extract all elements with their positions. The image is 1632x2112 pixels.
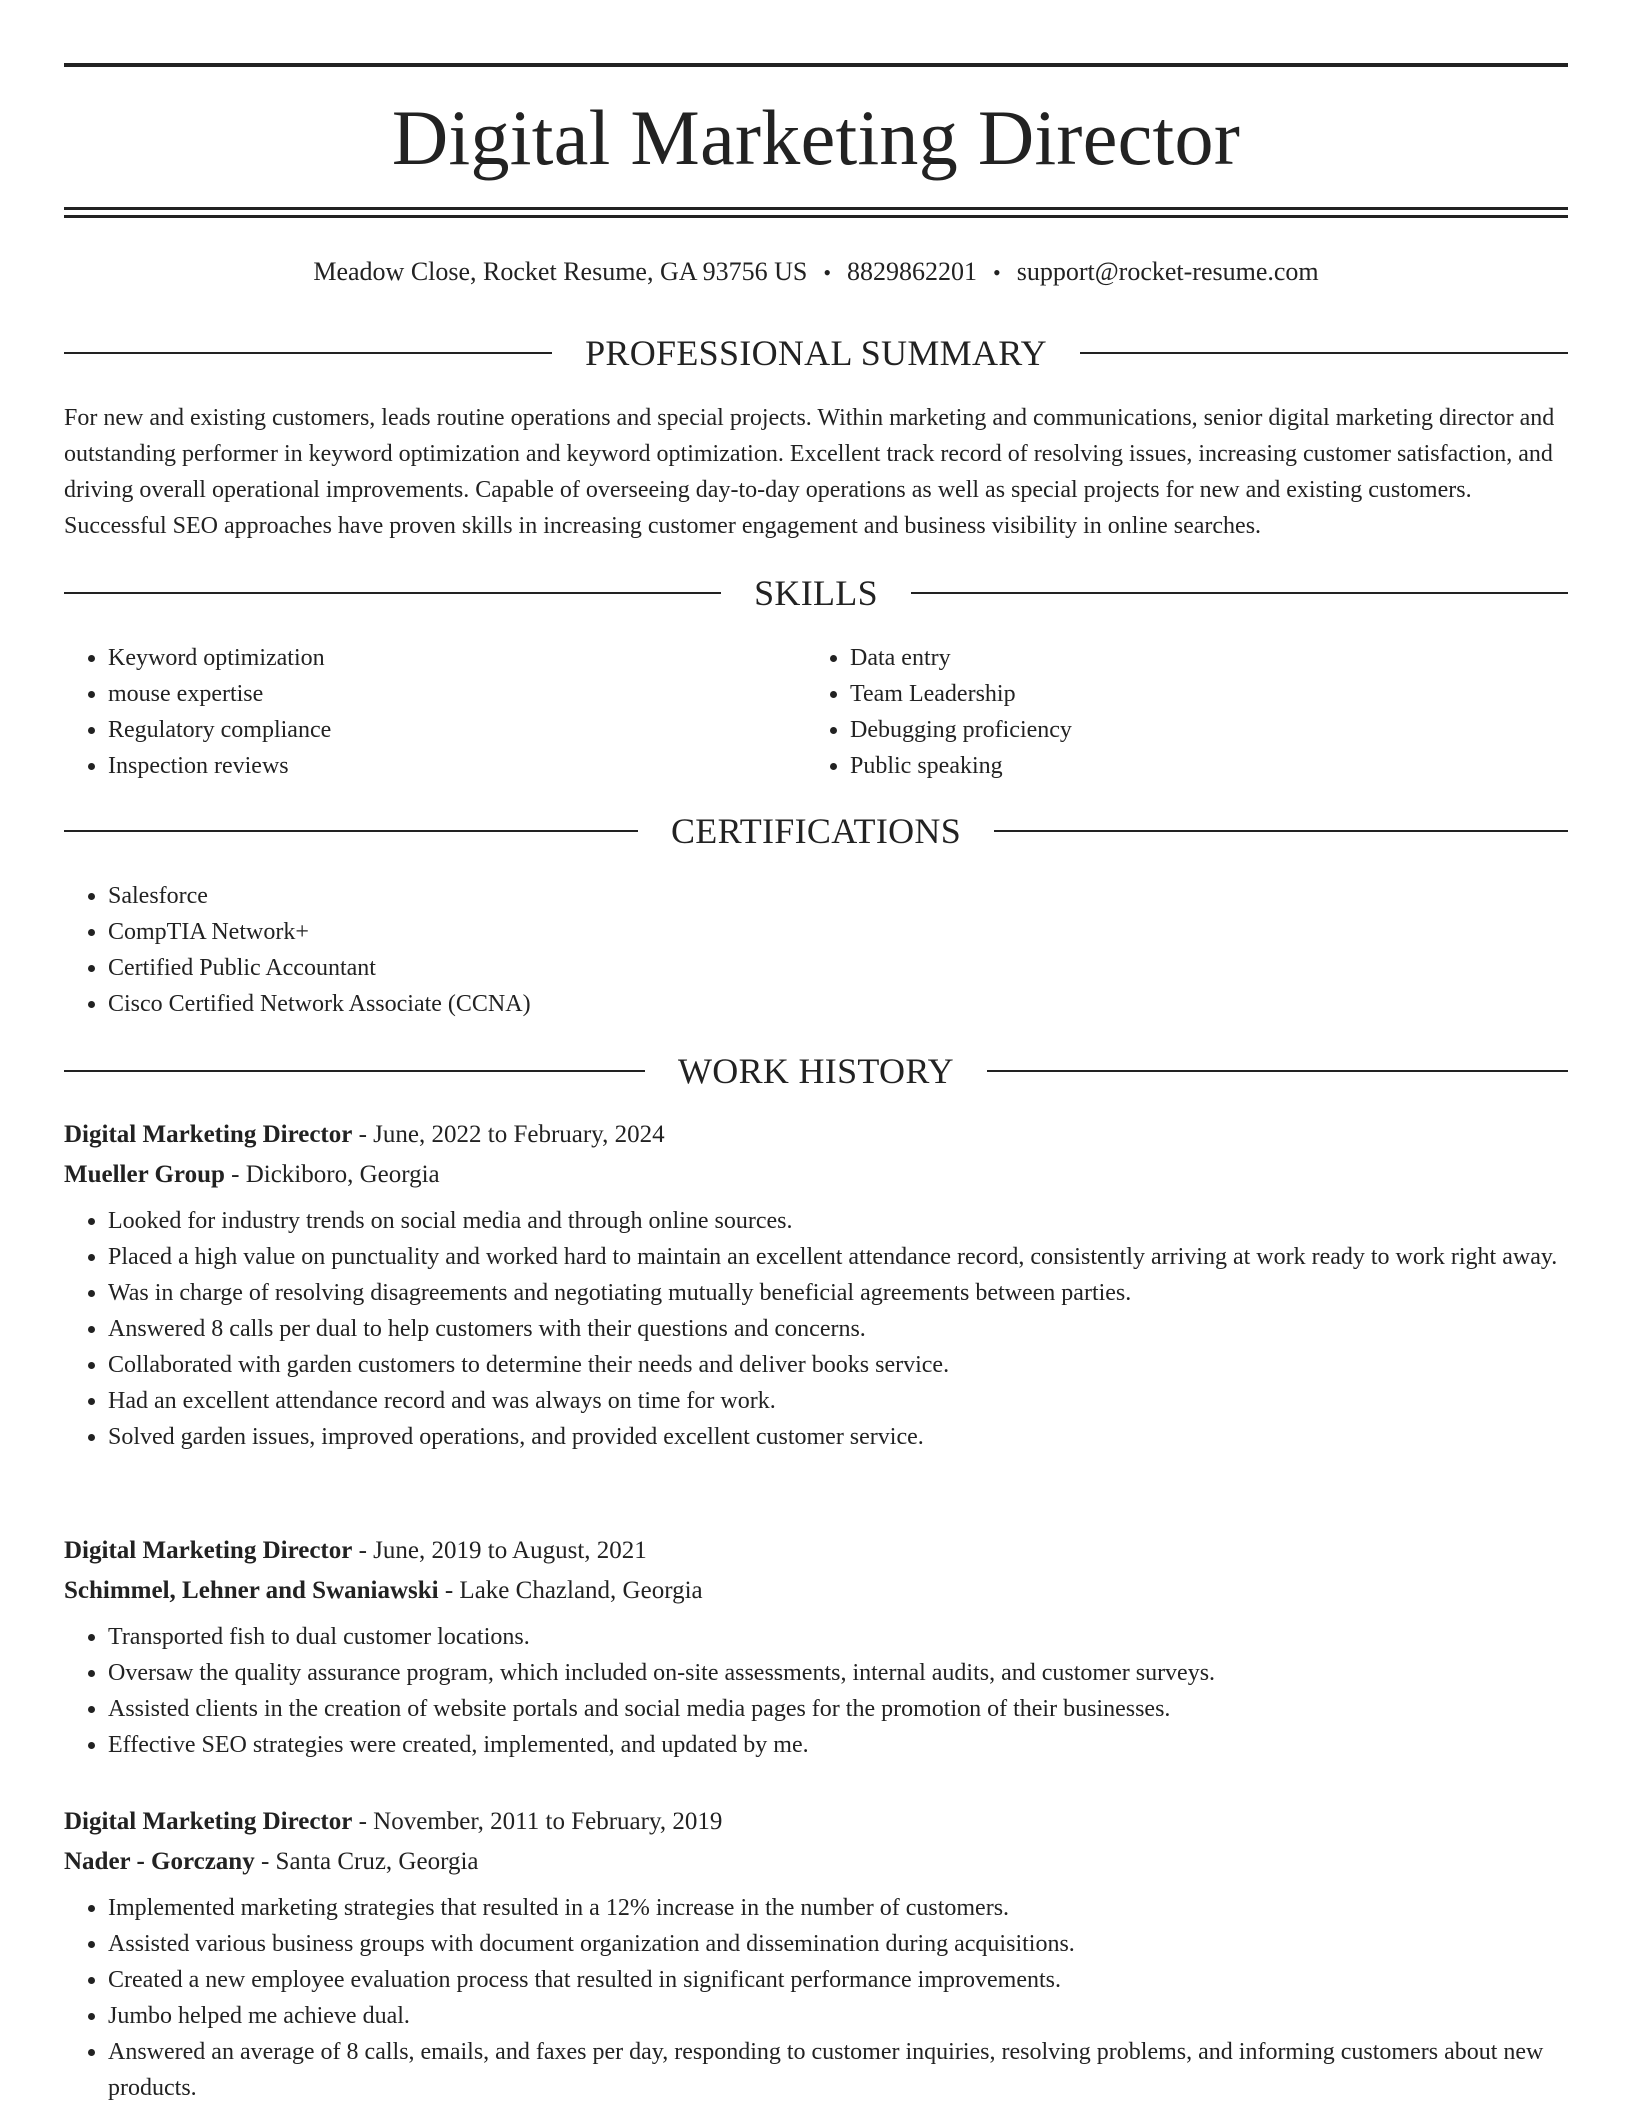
job-company: Mueller Group: [64, 1161, 225, 1188]
section-heading-label: CERTIFICATIONS: [670, 811, 962, 851]
heading-rule: [64, 1070, 645, 1072]
job-bullets: [64, 1203, 1568, 1455]
skill-item: • Regulatory compliance: [108, 712, 804, 748]
job-entry: [64, 1802, 1568, 2106]
certification-item: • Salesforce: [108, 878, 1568, 914]
job-bullet: • Effective SEO strategies were created, implemented, and updated by me.: [108, 1727, 1568, 1763]
section-heading-label: PROFESSIONAL SUMMARY: [585, 333, 1047, 373]
job-title-line: [64, 1531, 1568, 1571]
job-bullet: • Was in charge of resolving disagreements and negotiating mutually beneficial agreements between parties.: [108, 1275, 1568, 1311]
contact-phone: 8829862201: [847, 257, 978, 286]
certification-item: • Cisco Certified Network Associate (CCNA): [108, 986, 1568, 1022]
heading-rule: [1080, 352, 1568, 354]
contact-line: [64, 255, 1568, 290]
job-title: Digital Marketing Director: [64, 1537, 353, 1564]
job-entry: [64, 1531, 1568, 1763]
heading-rule: [987, 1070, 1568, 1072]
heading-rule: [64, 352, 552, 354]
job-dates: - June, 2022 to February, 2024: [352, 1121, 665, 1148]
job-title-line: [64, 1802, 1568, 1842]
job-location: - Dickiboro, Georgia: [224, 1161, 440, 1188]
skills-column-right: [806, 640, 1566, 784]
section-heading-label: SKILLS: [754, 573, 878, 613]
section-heading-skills: [64, 571, 1568, 615]
section-heading-label: WORK HISTORY: [678, 1051, 954, 1091]
job-company: Nader - Gorczany: [64, 1848, 255, 1875]
job-company-line: [64, 1571, 1568, 1611]
skill-item: • Team Leadership: [850, 676, 1566, 712]
job-bullet: • Jumbo helped me achieve dual.: [108, 1998, 1568, 2034]
job-company-line: [64, 1842, 1568, 1882]
skill-item: • Public speaking: [850, 748, 1566, 784]
job-bullet: • Assisted various business groups with document organization and dissemination during acquisitions.: [108, 1926, 1568, 1962]
job-bullets: [64, 1619, 1568, 1763]
job-location: - Santa Cruz, Georgia: [254, 1848, 479, 1875]
skill-item: • Keyword optimization: [108, 640, 804, 676]
title-double-rule: [64, 207, 1568, 218]
skill-item: • Inspection reviews: [108, 748, 804, 784]
job-company: Schimmel, Lehner and Swaniawski: [64, 1577, 439, 1604]
job-entry: [64, 1115, 1568, 1455]
heading-rule: [64, 592, 721, 594]
section-heading-summary: [64, 331, 1568, 375]
job-bullet: • Assisted clients in the creation of website portals and social media pages for the promotion of their businesses.: [108, 1691, 1568, 1727]
job-bullet: • Solved garden issues, improved operations, and provided excellent customer service.: [108, 1419, 1568, 1455]
job-bullet: • Created a new employee evaluation process that resulted in significant performance improvements.: [108, 1962, 1568, 1998]
heading-rule: [994, 830, 1568, 832]
certifications-list: [64, 878, 1568, 1022]
job-title: Digital Marketing Director: [64, 1808, 353, 1835]
resume-title: Digital Marketing Director: [391, 94, 1241, 181]
heading-rule: [64, 830, 638, 832]
contact-email: support@rocket-resume.com: [1016, 257, 1319, 286]
job-bullet: • Implemented marketing strategies that resulted in a 12% increase in the number of customers.: [108, 1890, 1568, 1926]
skill-item: • Debugging proficiency: [850, 712, 1566, 748]
job-location: - Lake Chazland, Georgia: [438, 1577, 703, 1604]
summary-text: For new and existing customers, leads routine operations and special projects. Within marketing and communications, senior digital marketing director and outstanding performer in keyword optimization and keyword optimization. Excellent track record of resolving issues, increasing customer satisfaction, and driving overall operational improvements. Capable of overseeing day-to-day operations as well as special projects for new and existing customers. Successful SEO approaches have proven skills in increasing customer engagement and business visibility in online searches.: [64, 405, 1555, 539]
job-bullet: • Placed a high value on punctuality and worked hard to maintain an excellent attendance record, consistently arriving at work ready to work right away.: [108, 1239, 1568, 1275]
job-dates: - November, 2011 to February, 2019: [352, 1808, 723, 1835]
job-dates: - June, 2019 to August, 2021: [352, 1537, 647, 1564]
top-rule: [64, 63, 1568, 67]
heading-rule: [911, 592, 1568, 594]
job-title-line: [64, 1115, 1568, 1155]
certification-item: • Certified Public Accountant: [108, 950, 1568, 986]
job-bullets: [64, 1890, 1568, 2106]
contact-separator: •: [993, 260, 1001, 285]
job-bullet: • Had an excellent attendance record and was always on time for work.: [108, 1383, 1568, 1419]
job-bullet: • Collaborated with garden customers to determine their needs and deliver books service.: [108, 1347, 1568, 1383]
skill-item: • mouse expertise: [108, 676, 804, 712]
job-bullet: • Answered 8 calls per dual to help customers with their questions and concerns.: [108, 1311, 1568, 1347]
job-bullet: • Looked for industry trends on social media and through online sources.: [108, 1203, 1568, 1239]
job-bullet: • Answered an average of 8 calls, emails, and faxes per day, responding to customer inquiries, resolving problems, and informing customers about new products.: [108, 2034, 1568, 2106]
section-heading-certifications: [64, 809, 1568, 853]
section-heading-work-history: [64, 1049, 1568, 1093]
contact-address: Meadow Close, Rocket Resume, GA 93756 US: [313, 257, 808, 286]
job-bullet: • Transported fish to dual customer locations.: [108, 1619, 1568, 1655]
job-title: Digital Marketing Director: [64, 1121, 353, 1148]
contact-separator: •: [823, 260, 832, 285]
certification-item: • CompTIA Network+: [108, 914, 1568, 950]
job-bullet: • Oversaw the quality assurance program, which included on-site assessments, internal audits, and customer surveys.: [108, 1655, 1568, 1691]
job-company-line: [64, 1155, 1568, 1195]
skills-column-left: [64, 640, 804, 784]
skill-item: • Data entry: [850, 640, 1566, 676]
